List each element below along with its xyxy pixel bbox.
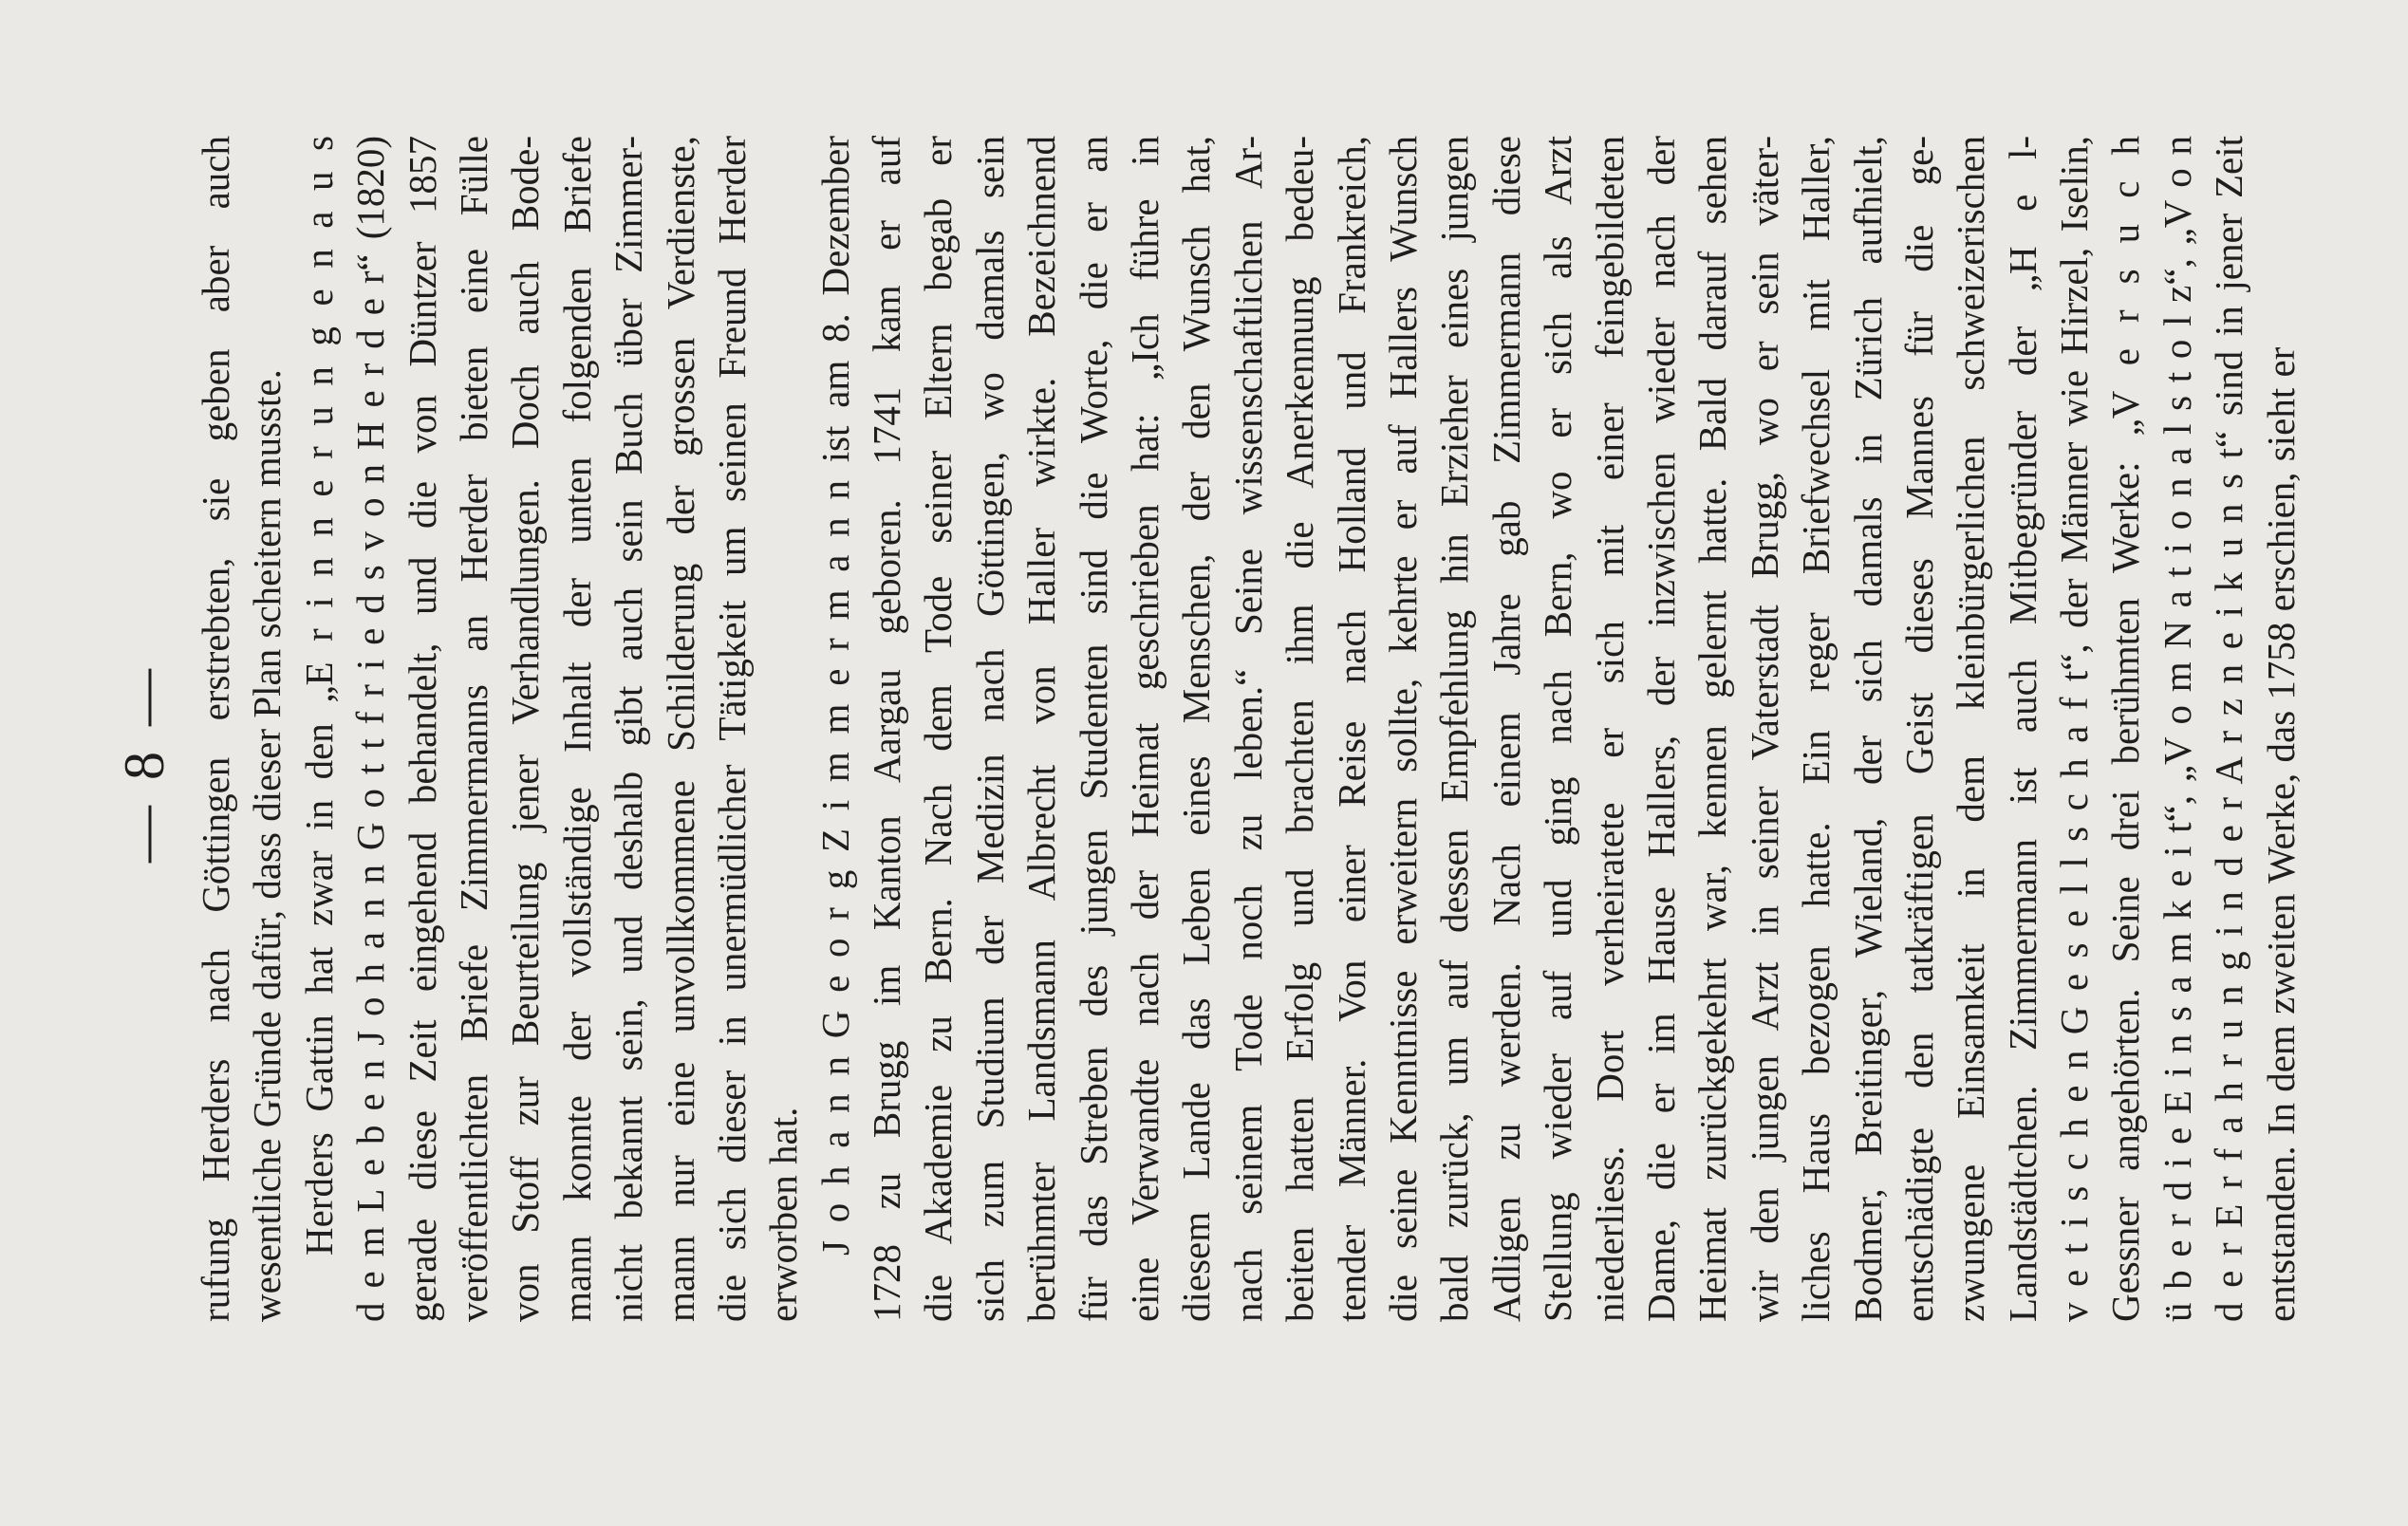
- text-line: diesem Lande das Leben eines Menschen, der den Wunsch hat,: [1174, 136, 1219, 1322]
- text-line: die Akademie zu Bern. Nach dem Tode seiner Eltern begab er: [916, 136, 961, 1322]
- text-line: für das Streben des jungen Studenten sind die Worte, die er an: [1071, 136, 1115, 1322]
- text-line: Landstädtchen. Zimmermann ist auch Mitbegründer der „H e l-: [2000, 136, 2044, 1322]
- text-line: Herders Gattin hat zwar in den „E r i n n e r u n g e n a u s: [296, 136, 341, 1256]
- text-line: gerade diese Zeit eingehend behandelt, und die von Düntzer 1857: [400, 136, 444, 1322]
- text-line: entstanden. In dem zweiten Werke, das 1758 erschien, sieht er: [2258, 346, 2303, 1322]
- text-line: eine Verwandte nach der Heimat geschrieben hat: „Ich führe in: [1123, 136, 1167, 1322]
- text-line: nach seinem Tode noch zu leben.“ Seine wissenschaftlichen Ar-: [1225, 136, 1270, 1322]
- text-line: mann konnte der vollständige Inhalt der unten folgenden Briefe: [554, 136, 599, 1322]
- text-line: entschädigte den tatkräftigen Geist dieses Mannes für die ge-: [1896, 136, 1941, 1322]
- text-line: Stellung wieder auf und ging nach Bern, wo er sich als Arzt: [1536, 136, 1580, 1322]
- text-line: bald zurück, um auf dessen Empfehlung hin Erzieher eines jungen: [1432, 136, 1477, 1322]
- text-line: die seine Kenntnisse erweitern sollte, kehrte er auf Hallers Wunsch: [1380, 136, 1425, 1322]
- text-line: Heimat zurückgekehrt war, kennen gelernt hatte. Bald darauf sehen: [1690, 136, 1735, 1322]
- text-line: v e t i s c h e n G e s e l l s c h a f t“, der Männer wie Hirzel, Iselin,: [2052, 136, 2097, 1322]
- paragraph: [810, 136, 2306, 1322]
- text-line: d e m L e b e n J o h a n n G o t t f r i e d s v o n H e r d e r“ (1820): [348, 136, 393, 1322]
- text-line: beiten hatten Erfolg und brachten ihm die Anerkennung bedeu-: [1278, 136, 1322, 1322]
- text-line: J o h a n n G e o r g Z i m m e r m a n n ist am 8. Dezember: [812, 136, 857, 1256]
- paragraph: [293, 136, 810, 1322]
- text-line: niederliess. Dort verheiratete er sich mit einer feingebildeten: [1587, 136, 1632, 1322]
- text-line: Dame, die er im Hause Hallers, der inzwischen wieder nach der: [1638, 136, 1683, 1322]
- text-line: wir den jungen Arzt in seiner Vaterstadt Brugg, wo er sein väter-: [1742, 136, 1786, 1322]
- text-line: ü b e r d i e E i n s a m k e i t“, „V o m N a t i o n a l s t o l z“, „V o n: [2155, 136, 2199, 1322]
- page-number: — 8 —: [113, 663, 176, 863]
- text-line: von Stoff zur Beurteilung jener Verhandlungen. Doch auch Bode-: [503, 136, 548, 1322]
- text-line: sich zum Studium der Medizin nach Göttingen, wo damals sein: [967, 136, 1012, 1322]
- text-line: 1728 zu Brugg im Kanton Aargau geboren. 1741 kam er auf: [865, 136, 909, 1322]
- text-line: Gessner angehörten. Seine drei berühmten Werke: „V e r s u c h: [2103, 136, 2148, 1322]
- paragraph: [190, 136, 293, 1322]
- text-line: die sich dieser in unermüdlicher Tätigkeit um seinen Freund Herder: [709, 136, 754, 1322]
- text-line: Adligen zu werden. Nach einem Jahre gab Zimmermann diese: [1484, 136, 1528, 1322]
- text-line: veröffentlichten Briefe Zimmermanns an Herder bieten eine Fülle: [451, 136, 495, 1322]
- text-line: berühmter Landsmann Albrecht von Haller wirkte. Bezeichnend: [1019, 136, 1064, 1322]
- text-line: liches Haus bezogen hatte. Ein reger Briefwechsel mit Haller,: [1794, 136, 1839, 1322]
- text-line: wesentliche Gründe dafür, dass dieser Plan scheitern musste.: [245, 369, 289, 1322]
- text-line: nicht bekannt sein, und deshalb gibt auch sein Buch über Zimmer-: [607, 136, 651, 1322]
- text-line: rufung Herders nach Göttingen erstrebten, sie geben aber auch: [194, 136, 237, 1322]
- body-text: [190, 136, 2306, 1322]
- text-line: Bodmer, Breitinger, Wieland, der sich damals in Zürich aufhielt,: [1845, 136, 1890, 1322]
- text-line: erworben hat.: [761, 1107, 806, 1322]
- text-line: tender Männer. Von einer Reise nach Holland und Frankreich,: [1329, 136, 1373, 1322]
- text-line: d e r E r f a h r u n g i n d e r A r z n e i k u n s t“ sind in jener Zeit: [2207, 136, 2251, 1322]
- text-line: zwungene Einsamkeit in dem kleinbürgerlichen schweizerischen: [1949, 136, 1993, 1322]
- text-line: mann nur eine unvollkommene Schilderung der grossen Verdienste,: [658, 136, 702, 1322]
